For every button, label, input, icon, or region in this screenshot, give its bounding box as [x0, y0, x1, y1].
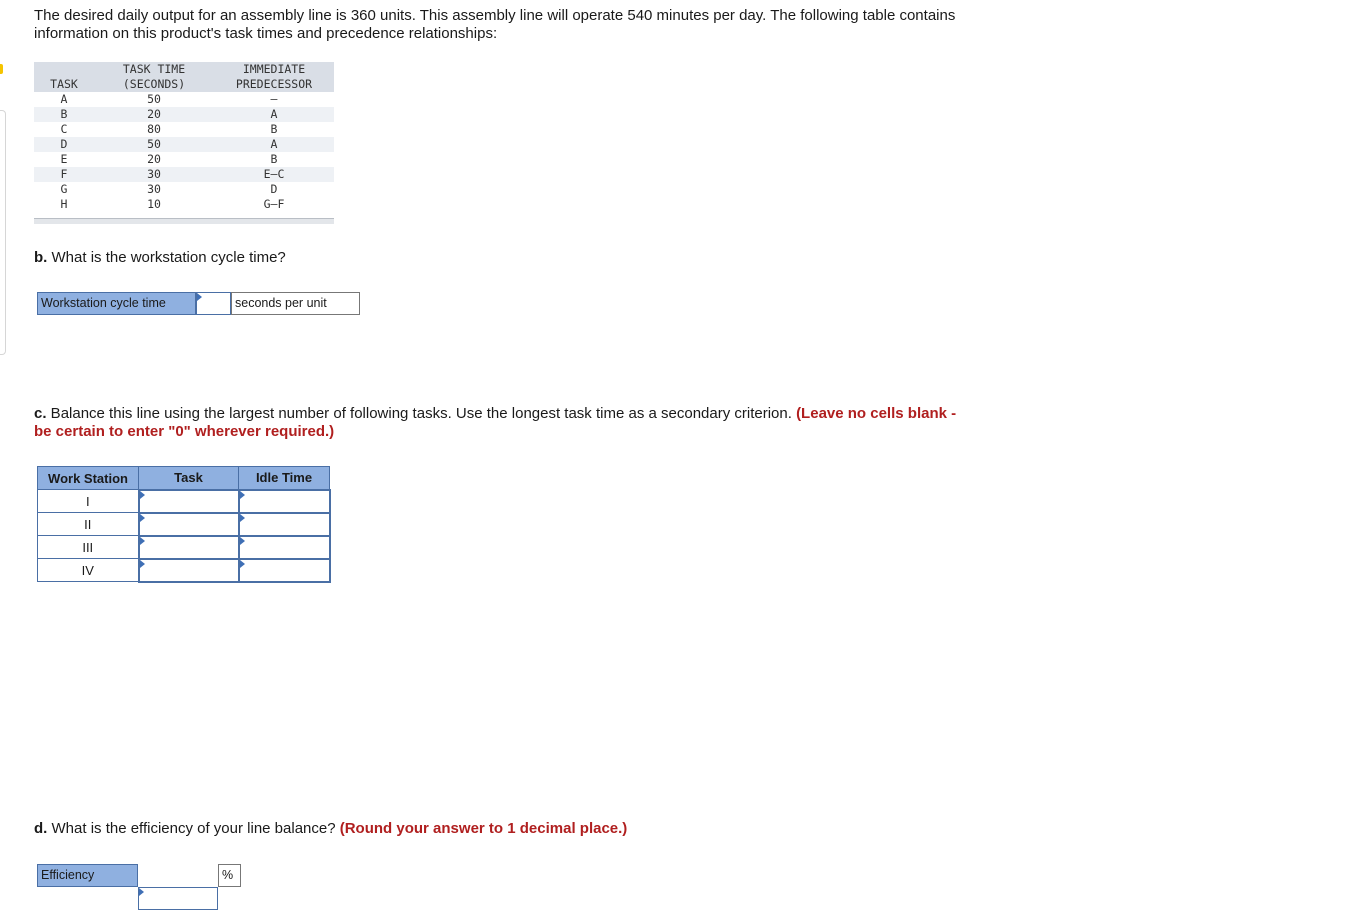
input-marker-icon: [140, 560, 145, 568]
table-row: [38, 536, 330, 559]
idle-time-cell: [239, 490, 330, 513]
header-predecessor: [224, 62, 324, 92]
table-row: [34, 197, 334, 212]
cycle-time-unit: seconds per unit: [231, 292, 360, 315]
time-cell: 10: [147, 197, 161, 211]
question-d: [34, 820, 627, 838]
intro-text: The desired daily output for an assembly line is 360 units. This assembly line will operate 540 minutes per day. The following table contains information on this product's task times and precedence relationships:: [34, 7, 956, 42]
line-balance-table: [37, 466, 331, 583]
question-b: [34, 249, 286, 267]
task-cell: C: [60, 122, 68, 136]
input-marker-icon: [240, 560, 245, 568]
efficiency-label: Efficiency: [37, 864, 138, 887]
idle-time-input-3[interactable]: [240, 538, 329, 556]
table-row: [38, 490, 330, 513]
predecessor-cell: D: [270, 182, 278, 196]
task-cell: B: [60, 107, 68, 121]
idle-time-input-4[interactable]: [240, 561, 329, 579]
predecessor-cell: —: [270, 92, 278, 106]
question-b-prefix: b.: [34, 249, 48, 266]
header-predecessor-line1: IMMEDIATE: [242, 62, 306, 76]
task-input-3[interactable]: [140, 538, 238, 556]
time-cell: 30: [147, 182, 161, 196]
task-input-2[interactable]: [140, 515, 238, 533]
station-label: II: [38, 513, 139, 536]
time-cell: 20: [147, 152, 161, 166]
idle-time-input-2[interactable]: [240, 515, 329, 533]
task-cell: A: [60, 92, 68, 106]
task-table-header: [34, 62, 334, 92]
predecessor-cell: B: [270, 122, 278, 136]
task-cell: [139, 536, 239, 559]
input-marker-icon: [240, 491, 245, 499]
predecessor-cell: G–F: [263, 197, 285, 211]
input-marker-icon: [139, 888, 144, 896]
col-task: Task: [139, 467, 239, 490]
station-label: IV: [38, 559, 139, 582]
input-marker-icon: [240, 514, 245, 522]
table-footer-rule: [34, 218, 334, 224]
question-c-instruction: (Leave no cells blank - be certain to enter "0" wherever required.): [34, 405, 957, 440]
task-input-4[interactable]: [140, 561, 238, 579]
question-b-text: What is the workstation cycle time?: [47, 249, 286, 266]
station-label: III: [38, 536, 139, 559]
efficiency-input[interactable]: [139, 888, 217, 909]
header-task-time-line2: (SECONDS): [122, 77, 186, 91]
task-cell: D: [60, 137, 68, 151]
table-row: [38, 559, 330, 582]
input-marker-icon: [140, 514, 145, 522]
efficiency-input-box: [138, 887, 218, 910]
efficiency-unit: %: [218, 864, 241, 887]
idle-time-cell: [239, 513, 330, 536]
input-marker-icon: [197, 293, 202, 301]
question-c-text: Balance this line using the largest number of following tasks. Use the longest task time as a secondary criterion.: [46, 405, 797, 422]
time-cell: 80: [147, 122, 161, 136]
table-row: [34, 122, 334, 137]
header-predecessor-line2: PREDECESSOR: [235, 77, 313, 91]
predecessor-cell: A: [270, 107, 278, 121]
input-marker-icon: [140, 491, 145, 499]
task-cell: E: [60, 152, 68, 166]
question-c: [34, 405, 964, 441]
question-d-instruction: (Round your answer to 1 decimal place.): [339, 820, 628, 837]
table-row: [34, 92, 334, 107]
table-row: [34, 137, 334, 152]
time-cell: 30: [147, 167, 161, 181]
table-row: [34, 107, 334, 122]
input-marker-icon: [140, 537, 145, 545]
table-row: [34, 152, 334, 167]
input-marker-icon: [240, 537, 245, 545]
task-cell: G: [60, 182, 68, 196]
edge-indicator: [0, 64, 3, 74]
time-cell: 50: [147, 137, 161, 151]
cycle-time-input-box: [196, 292, 231, 315]
col-idle-time: Idle Time: [239, 467, 330, 490]
table-row: [34, 182, 334, 197]
predecessor-cell: A: [270, 137, 278, 151]
cycle-time-label: Workstation cycle time: [37, 292, 196, 315]
table-row: [38, 513, 330, 536]
task-cell: H: [60, 197, 68, 211]
table-row: [34, 167, 334, 182]
station-label: I: [38, 490, 139, 513]
predecessor-cell: B: [270, 152, 278, 166]
question-d-prefix: d.: [34, 820, 48, 837]
idle-time-cell: [239, 559, 330, 582]
edge-bracket: [0, 110, 6, 355]
idle-time-cell: [239, 536, 330, 559]
time-cell: 20: [147, 107, 161, 121]
idle-time-input-1[interactable]: [240, 492, 329, 510]
predecessor-cell: E–C: [263, 167, 285, 181]
task-cell: F: [60, 167, 68, 181]
header-task: TASK: [50, 77, 78, 91]
header-task-time-line1: TASK TIME: [122, 62, 186, 76]
task-info-table: [34, 62, 334, 224]
task-input-1[interactable]: [140, 492, 238, 510]
question-d-text: What is the efficiency of your line balance?: [47, 820, 340, 837]
task-cell: [139, 559, 239, 582]
question-c-prefix: c.: [34, 405, 47, 422]
task-cell: [139, 513, 239, 536]
task-cell: [139, 490, 239, 513]
balance-header-row: [38, 467, 330, 490]
col-work-station: Work Station: [38, 467, 139, 490]
time-cell: 50: [147, 92, 161, 106]
header-task-time: [114, 62, 194, 92]
